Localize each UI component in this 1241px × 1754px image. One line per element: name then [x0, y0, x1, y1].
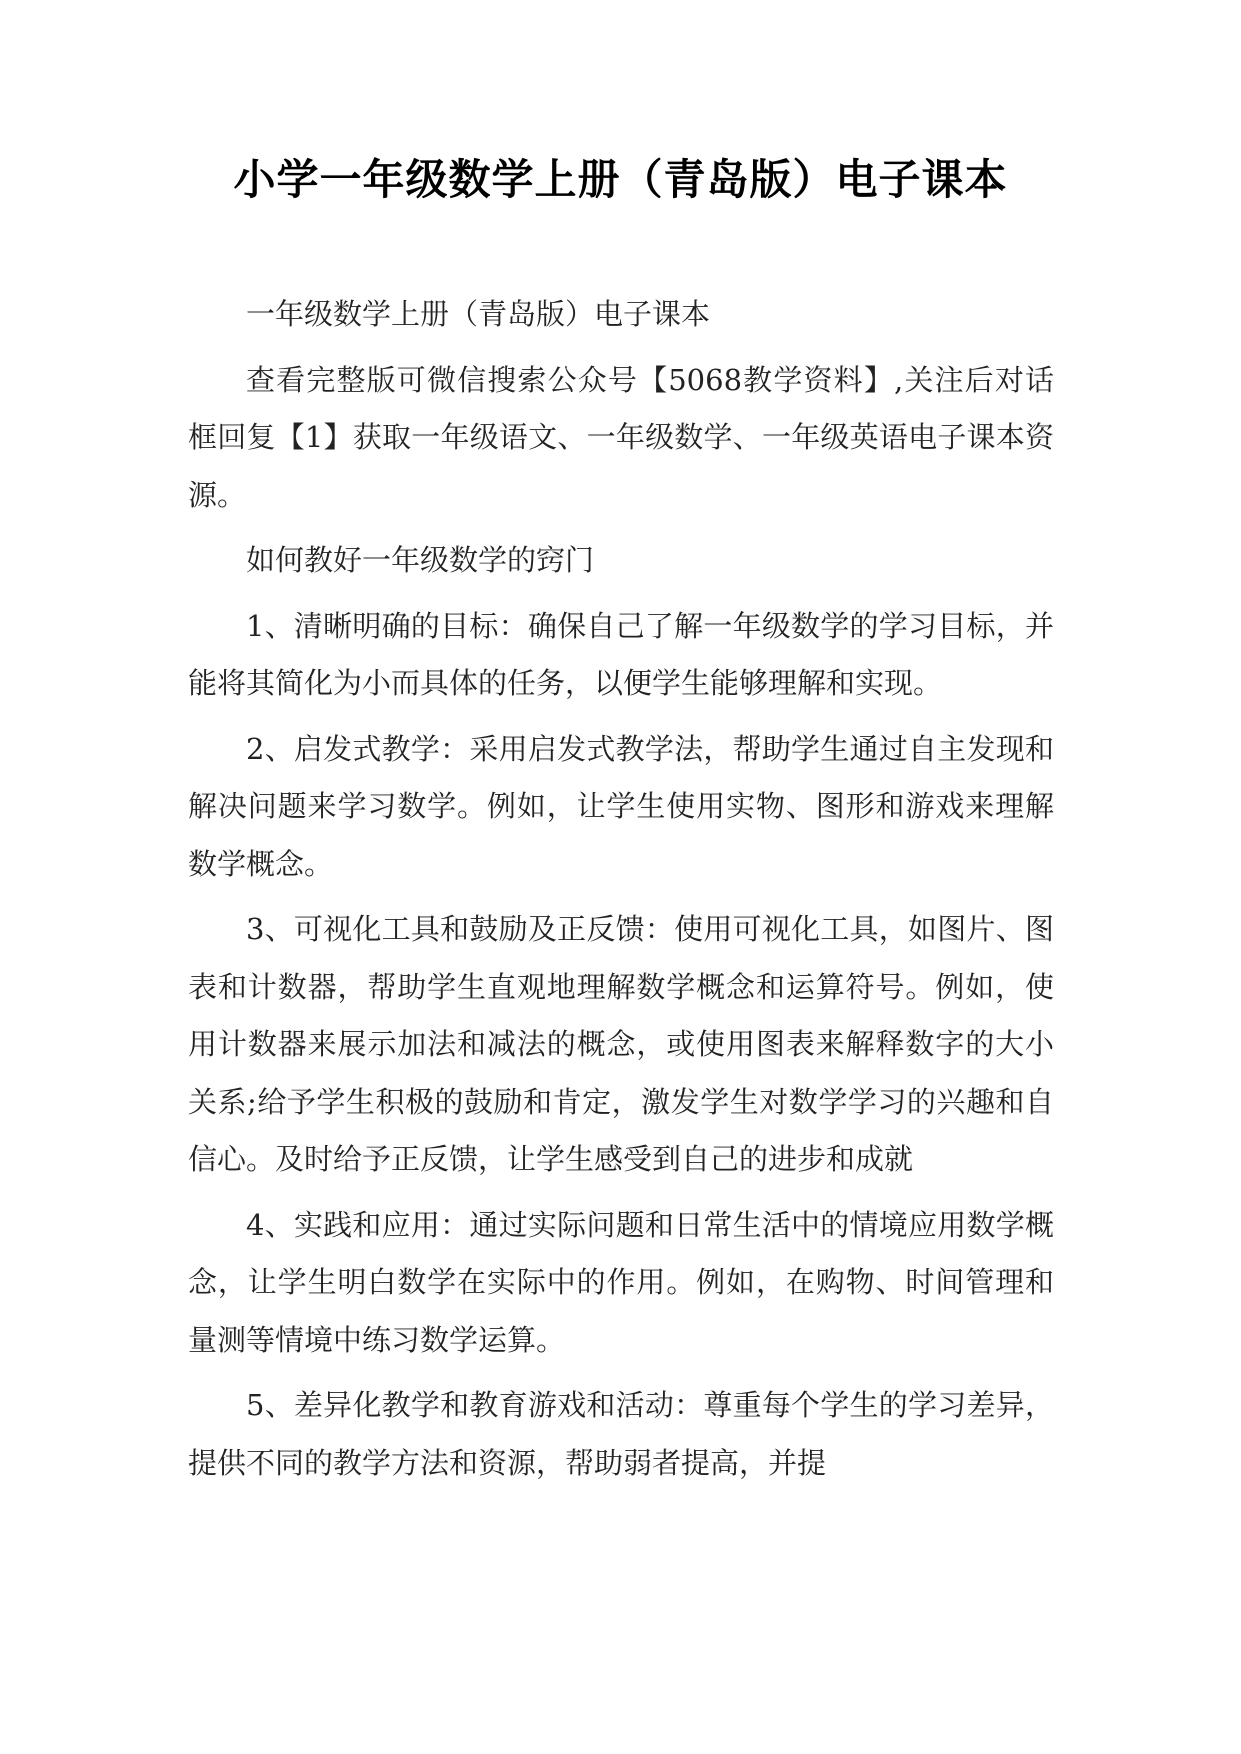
- document-body: [188, 286, 1054, 1500]
- paragraph-tip-3: 3、可视化工具和鼓励及正反馈：使用可视化工具，如图片、图表和计数器，帮助学生直观地理解数学概念和运算符号。例如，使用计数器来展示加法和减法的概念，或使用图表来解释数字的大小关系;给予学生积极的鼓励和肯定，激发学生对数学学习的兴趣和自信心。及时给予正反馈，让学生感受到自己的进步和成就: [188, 912, 1054, 1176]
- paragraph-section-heading: 如何教好一年级数学的窍门: [246, 543, 595, 577]
- paragraph-tip-1: 1、清晰明确的目标：确保自己了解一年级数学的学习目标，并能将其简化为小而具体的任务，以便学生能够理解和实现。: [188, 608, 1054, 700]
- paragraph-tip-2: 2、启发式教学：采用启发式教学法，帮助学生通过自主发现和解决问题来学习数学。例如，让学生使用实物、图形和游戏来理解数学概念。: [188, 731, 1054, 881]
- paragraph-tip-5: 5、差异化教学和教育游戏和活动：尊重每个学生的学习差异，提供不同的教学方法和资源，帮助弱者提高，并提: [188, 1388, 1054, 1480]
- paragraph-tip-4: 4、实践和应用：通过实际问题和日常生活中的情境应用数学概念，让学生明白数学在实际中的作用。例如，在购物、时间管理和量测等情境中练习数学运算。: [188, 1207, 1054, 1357]
- paragraph-wechat-notice: 查看完整版可微信搜索公众号【5068教学资料】,关注后对话框回复【1】获取一年级语文、一年级数学、一年级英语电子课本资源。: [188, 362, 1054, 512]
- paragraph-subtitle: 一年级数学上册（青岛版）电子课本: [246, 297, 711, 331]
- document-title: 小学一年级数学上册（青岛版）电子课本: [233, 155, 1008, 204]
